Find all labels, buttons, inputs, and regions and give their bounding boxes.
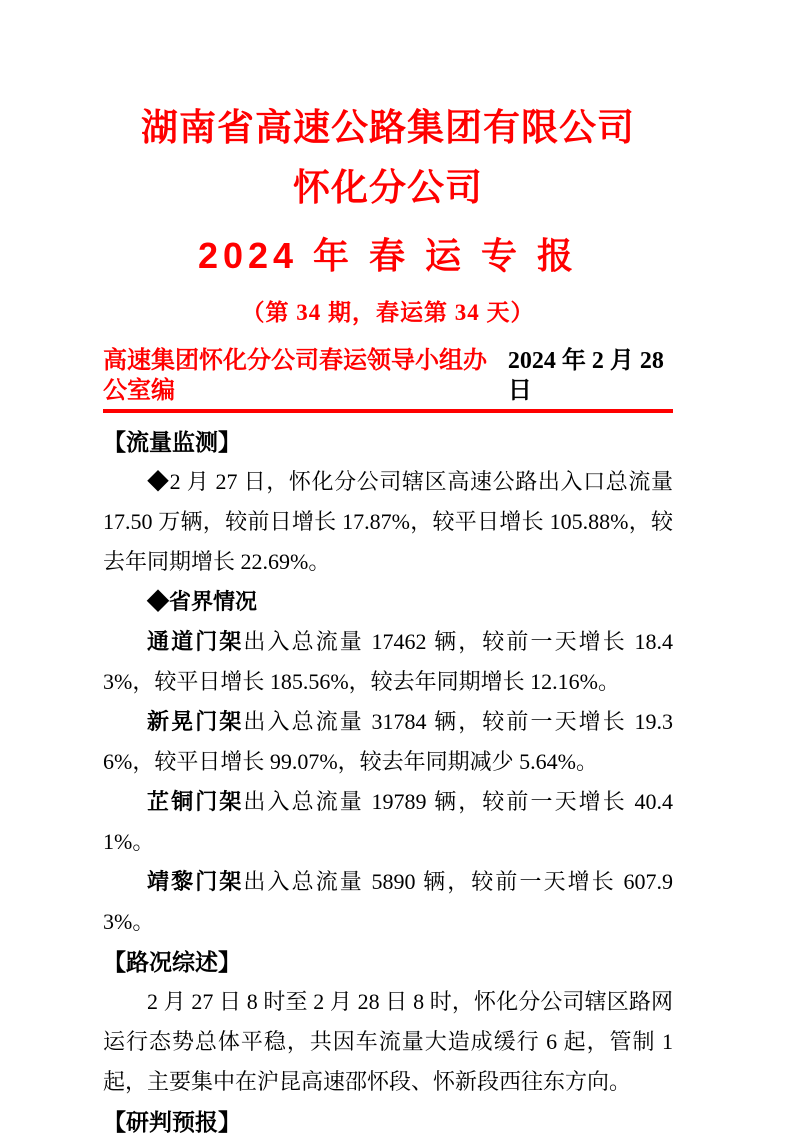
gantry-name-jingli: 靖黎门架 xyxy=(147,869,244,894)
gantry-name-tongdao: 通道门架 xyxy=(147,629,244,654)
flow-summary-paragraph: ◆2 月 27 日，怀化分公司辖区高速公路出入口总流量 17.50 万辆，较前日增长 17.87%，较平日增长 105.88%，较去年同期增长 22.69%。 xyxy=(103,469,673,574)
document-body xyxy=(103,422,673,1142)
gantry-name-zhitong: 芷铜门架 xyxy=(147,789,244,814)
editor-office-label: 高速集团怀化分公司春运领导小组办公室编 xyxy=(103,348,487,404)
gantry-paragraph-zhitong xyxy=(103,782,673,862)
road-summary-paragraph: 2 月 27 日 8 时至 2 月 28 日 8 时，怀化分公司辖区路网运行态势总体平稳，共因车流量大造成缓行 6 起，管制 1 起，主要集中在沪昆高速邵怀段、怀新段西往东方向。 xyxy=(103,989,673,1094)
gantry-paragraph-tongdao xyxy=(103,622,673,702)
gantry-name-xinhuang: 新晃门架 xyxy=(147,709,244,734)
gantry-paragraph-jingli xyxy=(103,862,673,942)
gantry-detail-tongdao: 出入总流量 17462 辆，较前一天增长 18.43%，较平日增长 185.56%，较去年同期增长 12.16%。 xyxy=(103,629,673,694)
gantry-detail-jingli: 出入总流量 5890 辆，较前一天增长 607.93%。 xyxy=(103,869,673,934)
document-header xyxy=(103,106,673,328)
section-heading-forecast: 【研判预报】 xyxy=(103,1109,241,1135)
section-heading-road-summary: 【路况综述】 xyxy=(103,949,241,975)
gantry-detail-xinhuang: 出入总流量 31784 辆，较前一天增长 19.36%，较平日增长 99.07%，较去年同期减少 5.64%。 xyxy=(103,709,673,774)
subsection-heading-border-status: ◆省界情况 xyxy=(147,589,258,614)
gantry-paragraph-xinhuang xyxy=(103,702,673,782)
org-title-line1: 湖南省高速公路集团有限公司 xyxy=(141,107,635,148)
section-heading-flow-monitor: 【流量监测】 xyxy=(103,429,241,455)
report-title: 2024 年 春 运 专 报 xyxy=(197,235,579,276)
masthead-bar xyxy=(103,346,673,413)
org-title-line2: 怀化分公司 xyxy=(293,167,483,208)
issue-date: 2024 年 2 月 28 日 xyxy=(507,348,664,404)
gantry-detail-zhitong: 出入总流量 19789 辆，较前一天增长 40.41%。 xyxy=(103,789,673,854)
issue-subtitle: （第 34 期，春运第 34 天） xyxy=(241,300,535,325)
